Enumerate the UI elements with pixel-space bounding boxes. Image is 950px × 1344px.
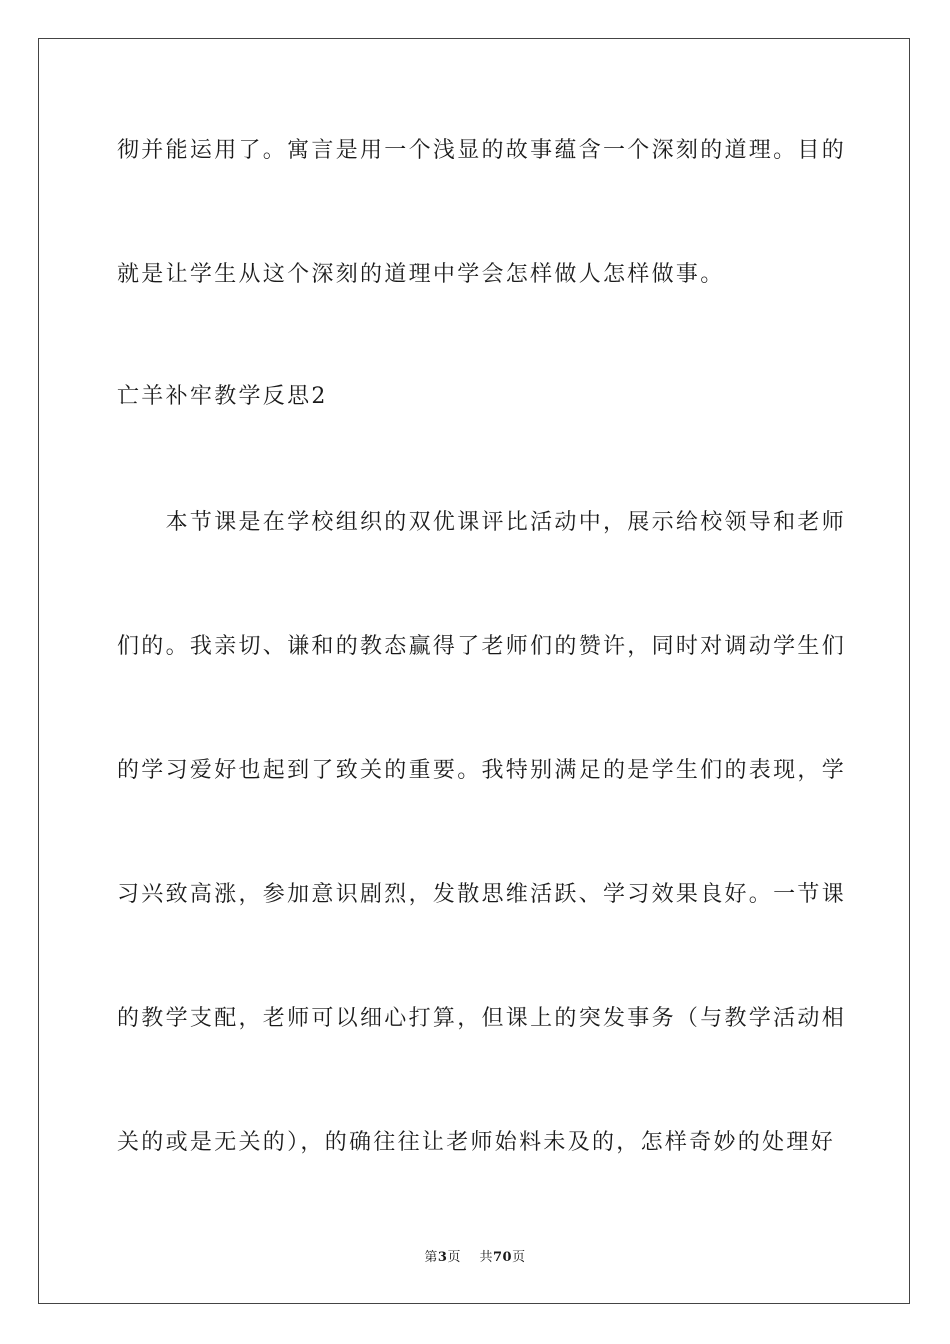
section-heading: 亡羊补牢教学反思2 bbox=[117, 384, 328, 409]
total-suffix: 页 bbox=[512, 1250, 526, 1265]
text-line: 们的。我亲切、谦和的教态赢得了老师们的赞许，同时对调动学生们 bbox=[117, 634, 847, 659]
page-prefix: 第 bbox=[424, 1250, 438, 1265]
total-prefix: 共 bbox=[479, 1250, 493, 1265]
total-pages: 70 bbox=[493, 1250, 513, 1265]
page-suffix: 页 bbox=[447, 1250, 461, 1265]
page-frame bbox=[38, 38, 910, 1304]
text-line: 彻并能运用了。寓言是用一个浅显的故事蕴含一个深刻的道理。目的 bbox=[117, 138, 847, 163]
page-number: 3 bbox=[437, 1250, 448, 1265]
text-line: 习兴致高涨，参加意识剧烈，发散思维活跃、学习效果良好。一节课 bbox=[117, 882, 847, 907]
text-line: 的教学支配，老师可以细心打算，但课上的突发事务（与教学活动相 bbox=[117, 1006, 847, 1031]
text-line: 本节课是在学校组织的双优课评比活动中，展示给校领导和老师 bbox=[117, 510, 847, 535]
text-line: 的学习爱好也起到了致关的重要。我特别满足的是学生们的表现，学 bbox=[117, 758, 847, 783]
page-footer bbox=[0, 1246, 950, 1265]
text-line: 关的或是无关的），的确往往让老师始料未及的，怎样奇妙的处理好 bbox=[117, 1130, 836, 1155]
text-line: 就是让学生从这个深刻的道理中学会怎样做人怎样做事。 bbox=[117, 262, 725, 287]
